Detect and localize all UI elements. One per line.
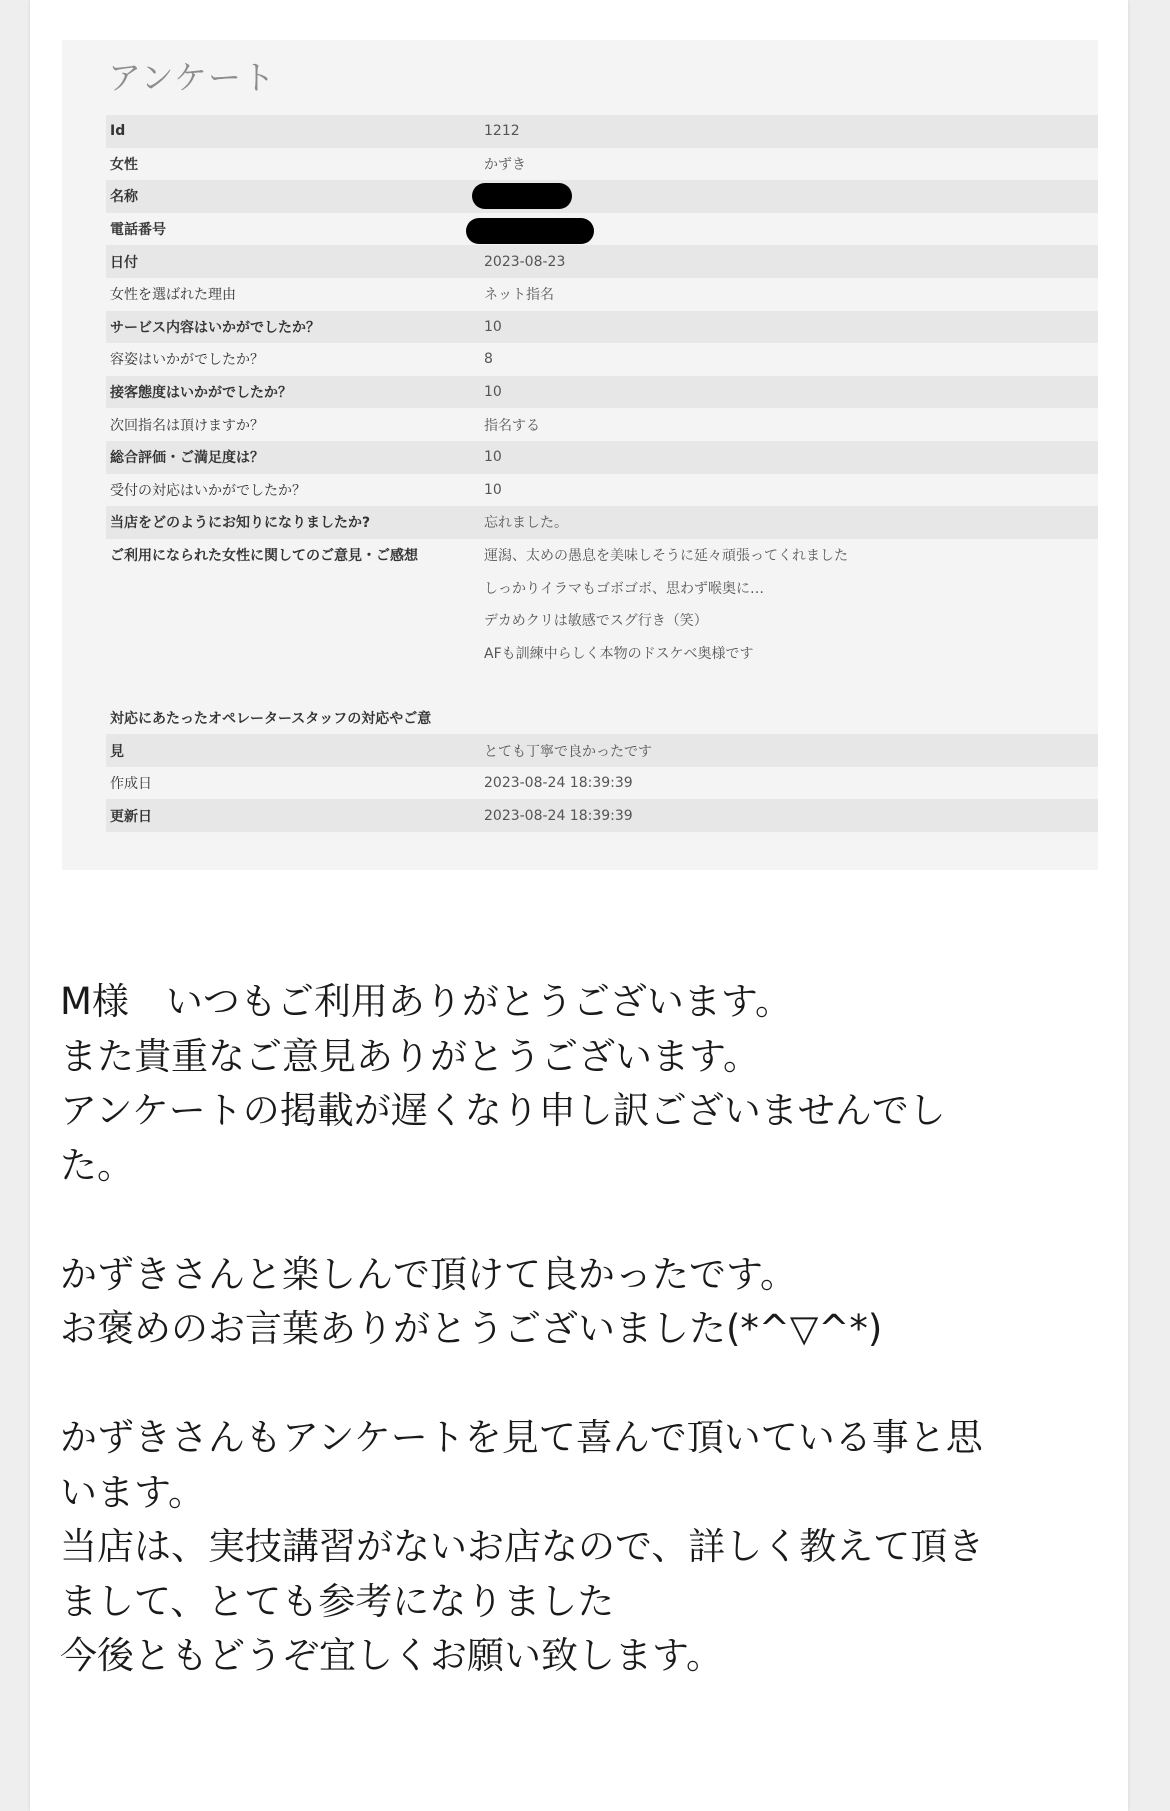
table-row bbox=[106, 474, 1098, 507]
row-label: 作成日 bbox=[110, 776, 152, 793]
reply-line: M様 いつもご利用ありがとうございます。 bbox=[60, 980, 792, 1023]
row-value: 1212 bbox=[484, 123, 520, 140]
table-row bbox=[106, 343, 1098, 376]
row-value: 2023-08-24 18:39:39 bbox=[484, 807, 633, 824]
reply-line: かずきさんもアンケートを見て喜んで頂いている事と思 bbox=[60, 1416, 983, 1459]
row-label: サービス内容はいかがでしたか？ bbox=[110, 319, 320, 336]
row-value: かずき bbox=[484, 156, 526, 173]
reply-line: まして、とても参考になりました bbox=[60, 1579, 615, 1623]
reply-line: かずきさんと楽しんで頂けて良かったです。 bbox=[60, 1252, 798, 1296]
row-value: 10 bbox=[484, 481, 502, 498]
row-value: 10 bbox=[484, 449, 502, 466]
table-row bbox=[106, 115, 1098, 148]
row-label: 対応にあたったオペレータースタッフの対応やご意 bbox=[110, 710, 432, 727]
row-value: ネット指名 bbox=[484, 287, 554, 304]
reply-message bbox=[60, 975, 1100, 1684]
row-label: 日付 bbox=[110, 254, 138, 271]
survey-screenshot bbox=[62, 40, 1098, 870]
row-value: 2023-08-24 18:39:39 bbox=[484, 775, 633, 792]
table-row bbox=[106, 637, 1098, 670]
row-value: 10 bbox=[484, 384, 502, 401]
table-row bbox=[106, 604, 1098, 637]
reply-line: また貴重なご意見ありがとうございます。 bbox=[60, 1034, 761, 1078]
row-label: 受付の対応はいかがでしたか？ bbox=[110, 482, 306, 499]
row-value: 2023-08-23 bbox=[484, 253, 566, 270]
row-value bbox=[484, 210, 1098, 248]
row-label: 女性を選ばれた理由 bbox=[110, 287, 236, 304]
row-label: 名称 bbox=[110, 189, 138, 206]
row-value: とても丁寧で良かったです bbox=[484, 743, 652, 760]
table-row bbox=[106, 767, 1098, 800]
row-label: 電話番号 bbox=[110, 222, 166, 239]
row-label: 女性 bbox=[110, 156, 138, 173]
table-row bbox=[106, 408, 1098, 441]
table-row bbox=[106, 702, 1098, 735]
row-label: 当店をどのようにお知りになりましたか? bbox=[110, 515, 371, 532]
survey-title: アンケート bbox=[108, 58, 277, 97]
table-row bbox=[106, 441, 1098, 474]
comment-line: しっかりイラマもゴボゴボ、思わず喉奥に… bbox=[484, 580, 764, 597]
reply-line: 今後ともどうぞ宜しくお願い致します。 bbox=[60, 1634, 724, 1677]
reply-line: た。 bbox=[60, 1143, 134, 1187]
redaction-mark bbox=[472, 183, 572, 209]
table-row bbox=[106, 245, 1098, 278]
table-row bbox=[106, 213, 1098, 246]
row-label: 接客態度はいかがでしたか？ bbox=[110, 385, 292, 402]
row-value: 指名する bbox=[484, 417, 540, 434]
comment-line: AFも訓練中らしく本物のドスケベ奥様です bbox=[484, 645, 754, 662]
table-row bbox=[106, 148, 1098, 181]
row-label: 次回指名は頂けますか？ bbox=[110, 417, 264, 434]
table-row bbox=[106, 311, 1098, 344]
table-row bbox=[106, 799, 1098, 832]
comment-line: デカめクリは敏感でスグ行き（笑） bbox=[484, 613, 708, 630]
row-label: ご利用になられた女性に関してのご意見・ご感想 bbox=[110, 548, 418, 565]
survey-table bbox=[106, 115, 1098, 832]
row-value: 運潟、太めの愚息を美味しそうに延々頑張ってくれました bbox=[484, 548, 848, 565]
table-row bbox=[106, 506, 1098, 539]
reply-line: アンケートの掲載が遅くなり申し訳ございませんでし bbox=[60, 1089, 946, 1132]
reply-line: お褒めのお言葉ありがとうございました(*^▽^*) bbox=[60, 1307, 883, 1350]
table-row bbox=[106, 376, 1098, 409]
redaction-mark bbox=[466, 218, 594, 244]
page bbox=[30, 0, 1128, 1811]
row-label: Id bbox=[110, 123, 126, 140]
table-row bbox=[106, 278, 1098, 311]
row-value: 8 bbox=[484, 351, 493, 368]
row-value bbox=[484, 179, 1098, 213]
reply-line: 当店は、実技講習がないお店なので、詳しく教えて頂き bbox=[60, 1525, 985, 1568]
table-row bbox=[106, 539, 1098, 572]
row-label: 更新日 bbox=[110, 808, 152, 825]
table-row bbox=[106, 734, 1098, 767]
row-label: 見 bbox=[110, 743, 124, 760]
row-label: 容姿はいかがでしたか？ bbox=[110, 352, 264, 369]
table-row bbox=[106, 571, 1098, 604]
row-label: 総合評価・ご満足度は？ bbox=[110, 450, 264, 467]
row-value: 10 bbox=[484, 318, 502, 335]
table-row bbox=[106, 180, 1098, 213]
row-value: 忘れました。 bbox=[484, 515, 568, 532]
reply-line: います。 bbox=[60, 1470, 206, 1514]
